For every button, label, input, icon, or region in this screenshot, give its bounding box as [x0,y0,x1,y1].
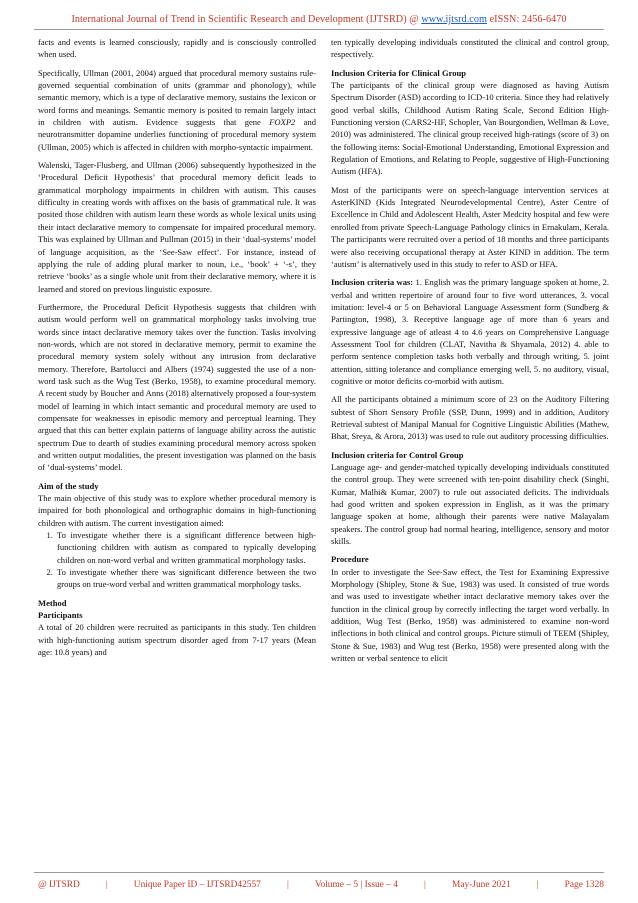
list-item: 1. To investigate whether there is a significant difference between high-functioning children with autism as compared to typically developing children on non-word verbal and written grammatical morphology tasks. [55,529,316,566]
paragraph: Walenski, Tager-Flusberg, and Ullman (2006) subsequently hypothesized in the ‘Procedural Deficit Hypothesis’ that procedural memory deficit leads to grammatical morphology impairments in children with autism. This causes difficulty in creating words with affixes on the basis of grammatical rule. It was posited those children with autism learn these words as whole lexical units using their intact declarative memory to compensate for impaired procedural memory. This was explained by Ullman and Pullman (2015) in their ‘dual-systems’ model of language acquisition, as the ‘See-Saw effect’. For instance, instead of applying the rule of adding plural marker to noun, i.e., ‘book’ + ‘-s’, they retrieve ‘books’ as a single whole unit from their declarative memory, where it is learned and stored on previous linguistic exposure. [38,160,316,294]
left-column [38,36,316,665]
header-divider [34,29,604,30]
subsection-heading-inclusion-clinical: Inclusion Criteria for Clinical Group [331,67,467,78]
paragraph: The main objective of this study was to explore whether procedural memory is impaired for both phonological and orthographic domains in high-functioning children with autism. The current investigation aimed: [38,493,316,528]
paragraph: Furthermore, the Procedural Deficit Hypothesis suggests that children with autism would perform well on grammatical morphology tasks involving true words since intact declarative memory takes over the function. Tasks involving non-words, which are not stored in declarative memory, permit to examine the procedural memory system solely without any intrusion from declarative memory. Therefore, Bartolucci and Albers (1974) suggested the use of a non-word task such as the Wug Test (Berko, 1958), to examine procedural memory. A recent study by Boucher and Anns (2018) alternatively proposed a four-system model of learning in which intact semantic and procedural memory are used to compensate for weaknesses in episodic memory and perceptual learning. They argued that this can better explain patterns of language ability across the autistic spectrum Due to dearth of studies examining procedural memory across spoken and written output modalities, the present investigation was planned on the basis of ‘dual-systems’ model. [38,301,316,473]
footer-divider [34,872,604,873]
paragraph: Specifically, Ullman (2001, 2004) argued that procedural memory sustains rule-governed sequential combination of units (grammar and phonology), while semantic memory, which is a type of declarative memory, sustains the lexicon or word forms and meanings. Semantic memory is posited to remain largely intact in children with autism. Evidence suggests that gene FOXP2 and neurotransmitter dopamine underlies functioning of procedural memory system (Ullman, 2005) which is affected in children with morpho-syntactic impairment. [38,67,316,152]
paragraph: All the participants obtained a minimum score of 23 on the Auditory Filtering subtest of Short Sensory Profile (SSP, Dunn, 1999) and in addition, Auditory Retrieval subtest of Manipal Manual for Cognitive Linguistic Abilities (Mathew, Bhat, Sreya, & Arora, 2013) was used to rule out auditory processing difficulties. [331,394,609,442]
paragraph: A total of 20 children were recruited as participants in this study. Ten children with high-functioning autism spectrum disorder aged from 7-17 years (Mean age: 10.8 years) and [38,622,316,658]
paragraph: ten typically developing individuals constituted the clinical and control group, respectively. [331,37,609,60]
gene-name: FOXP2 [269,117,296,128]
footer-journal: @ IJTSRD [38,880,80,890]
list-item: 2. To investigate whether there was significant difference between the two groups on true-word verbal and written grammatical morphology tasks. [55,566,316,591]
section-heading-aim: Aim of the study [38,480,99,491]
journal-title: International Journal of Trend in Scientific Research and Development (IJTSRD) @ [71,14,419,25]
subsection-heading-participants: Participants [38,610,83,621]
paragraph: Inclusion criteria was: 1. English was the primary language spoken at home, 2. verbal and written repertoire of around four to five word utterances, 3. vocal imitation: level-4 or 5 on Behavioral Language Assessment form (Sundberg & Partington, 1998), 3. Receptive language age of more than 6 years and expressive language age of atleast 4 to 4.6 years on Comprehensive Language Assessment Tool for children (CLAT, Navitha & Shyamala, 2012) 4. able to perform sentence completion tasks both verbally and through writing, 5. joint attention, sitting tolerance and compliance emerging well, 5. no auditory, visual, cognitive or motor deficits co-morbid with autism. [331,277,610,386]
aims-list [38,529,316,591]
subsection-heading-inclusion-control: Inclusion criteria for Control Group [331,449,464,460]
paragraph: In order to investigate the See-Saw effect, the Test for Examining Expressive Morphology (Shipley, Stone & Sue, 1983) was used. It consisted of true words and was used to investigate whether intact declarative memory takes over the function in the clinical group by correctly inflecting the target word verbally. In addition, Wug Test (Berko, 1958) was administered to examine non-word inflections in both clinical and control groups. Picture stimuli of TEEM (Shipley, Stone & Sue, 1983) and Wug test (Berko, 1958) were presented along with the written or verbal sentence to elicit [331,566,609,664]
footer-date: May-June 2021 [451,880,511,890]
footer-paper-id: Unique Paper ID – IJTSRD42557 [133,880,261,890]
journal-url-link[interactable]: www.ijtsrd.com [421,14,487,25]
right-column [331,36,609,671]
paragraph: The participants of the clinical group were diagnosed as having Autism Spectrum Disorder (ASD) according to ICD-10 criteria. Since they had relatively good verbal skills, Childhood Autism Rating Scale, Second Edition High-Functioning version (CARS2-HF, Schopler, Van Bourgondien, Wellman & Love, 2010) was administered. The clinical group received high-ratings (score of 3) on the following items: Social-Emotional Understanding, Emotional Expression and Regulation of Emotions, and Relating to People, suggestive of High-Functioning Autism (HFA). [331,80,609,177]
subsection-heading-procedure: Procedure [331,554,369,565]
section-heading-method: Method [38,597,67,608]
paragraph: Most of the participants were on speech-language intervention services at AsterKIND (Kids Integrated Neurodevelopmental Centre), Aster Centre of Excellence in Child and Adolescent Health, Aster Medcity hospital and few were enrolled from private Speech-Language Pathology clinics in Ernakulam, Kerala. The participants were recruited over a period of 18 months and three participants were also receiving occupational therapy at Aster KIND in addition. The term ‘autism’ is alternatively used in this study to refer to ASD or HFA. [331,184,609,269]
footer-volume: Volume – 5 | Issue – 4 [314,880,398,890]
paragraph: Language age- and gender-matched typically developing individuals constituted the control group. They were screened with ten-point disability check (Singhi, Kumar, Malhi& Kumar, 2007) to rule out associated deficits. The individuals had good written and spoken expression in English, as it was the primary language spoken at home, although their parents were native Malayalam speakers. The control group had normal hearing, intelligence, sensory and motor skills. [331,462,609,547]
eissn: eISSN: 2456-6470 [489,14,567,25]
footer-page-number: Page 1328 [564,880,604,890]
page-footer: @ IJTSRD | Unique Paper ID – IJTSRD42557 | Volume – 5 | Issue – 4 | May-June 2021 | Page 1328 [38,880,604,890]
inline-heading: Inclusion criteria was: [331,277,414,288]
journal-header [0,14,638,25]
paragraph: facts and events is learned consciously, rapidly and is consciously controlled when used. [38,37,316,60]
